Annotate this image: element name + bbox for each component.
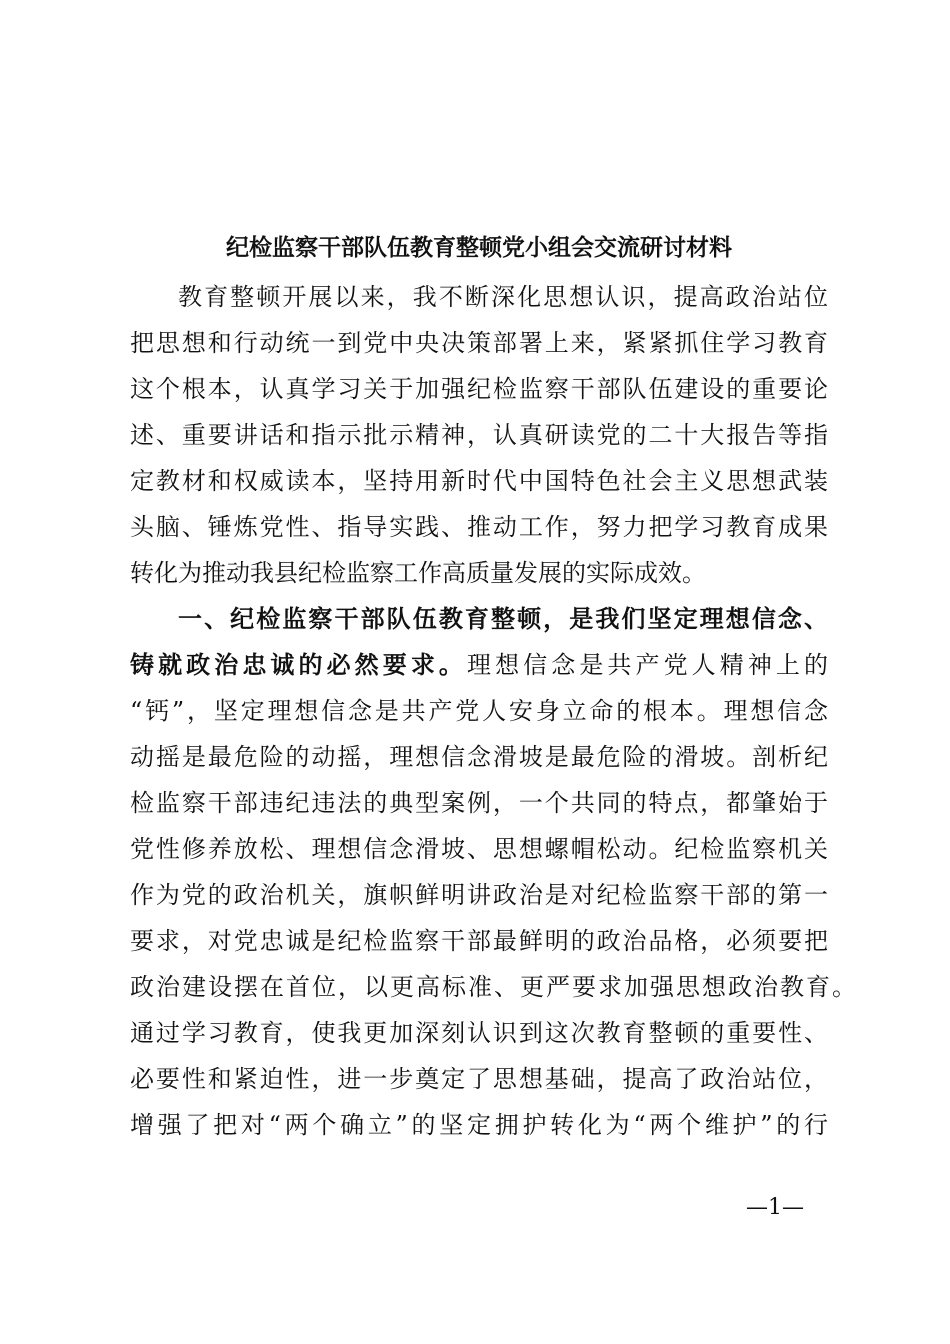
paragraph-text: 理想信念是共产党人精神上的 bbox=[467, 651, 828, 679]
paragraph-line: 增强了把对“两个确立”的坚定拥护转化为“两个维护”的行 bbox=[130, 1111, 828, 1139]
paragraph-line: 头脑、锤炼党性、指导实践、推动工作，努力把学习教育成果 bbox=[130, 513, 828, 541]
paragraph-line: 述、重要讲话和指示批示精神，认真研读党的二十大报告等指 bbox=[130, 421, 828, 449]
paragraph-line: “钙”，坚定理想信念是共产党人安身立命的根本。理想信念 bbox=[130, 697, 828, 725]
page-number: —1— bbox=[746, 1195, 804, 1220]
section-heading: 一、纪检监察干部队伍教育整顿，是我们坚定理想信念、 bbox=[178, 604, 828, 633]
paragraph-line: 动摇是最危险的动摇，理想信念滑坡是最危险的滑坡。剖析纪 bbox=[130, 743, 828, 771]
paragraph-line bbox=[130, 648, 828, 682]
section-heading-continued: 铸就政治忠诚的必然要求。 bbox=[130, 650, 467, 679]
paragraph-line: 检监察干部违纪违法的典型案例，一个共同的特点，都肇始于 bbox=[130, 789, 828, 817]
paragraph-line: 定教材和权威读本，坚持用新时代中国特色社会主义思想武装 bbox=[130, 467, 828, 495]
paragraph-line: 这个根本，认真学习关于加强纪检监察干部队伍建设的重要论 bbox=[130, 375, 828, 403]
paragraph-line: 政治建设摆在首位，以更高标准、更严要求加强思想政治教育。 bbox=[130, 973, 856, 1001]
paragraph-line: 教育整顿开展以来，我不断深化思想认识，提高政治站位 bbox=[178, 283, 828, 311]
paragraph-line: 转化为推动我县纪检监察工作高质量发展的实际成效。 bbox=[130, 559, 706, 587]
paragraph-line: 要求，对党忠诚是纪检监察干部最鲜明的政治品格，必须要把 bbox=[130, 927, 828, 955]
paragraph-line: 党性修养放松、理想信念滑坡、思想螺帽松动。纪检监察机关 bbox=[130, 835, 828, 863]
paragraph-line: 作为党的政治机关，旗帜鲜明讲政治是对纪检监察干部的第一 bbox=[130, 881, 828, 909]
paragraph-line: 必要性和紧迫性，进一步奠定了思想基础，提高了政治站位， bbox=[130, 1065, 828, 1093]
document-title: 纪检监察干部队伍教育整顿党小组会交流研讨材料 bbox=[226, 234, 732, 261]
paragraph-line: 把思想和行动统一到党中央决策部署上来，紧紧抓住学习教育 bbox=[130, 329, 828, 357]
paragraph-line: 通过学习教育，使我更加深刻认识到这次教育整顿的重要性、 bbox=[130, 1019, 828, 1047]
